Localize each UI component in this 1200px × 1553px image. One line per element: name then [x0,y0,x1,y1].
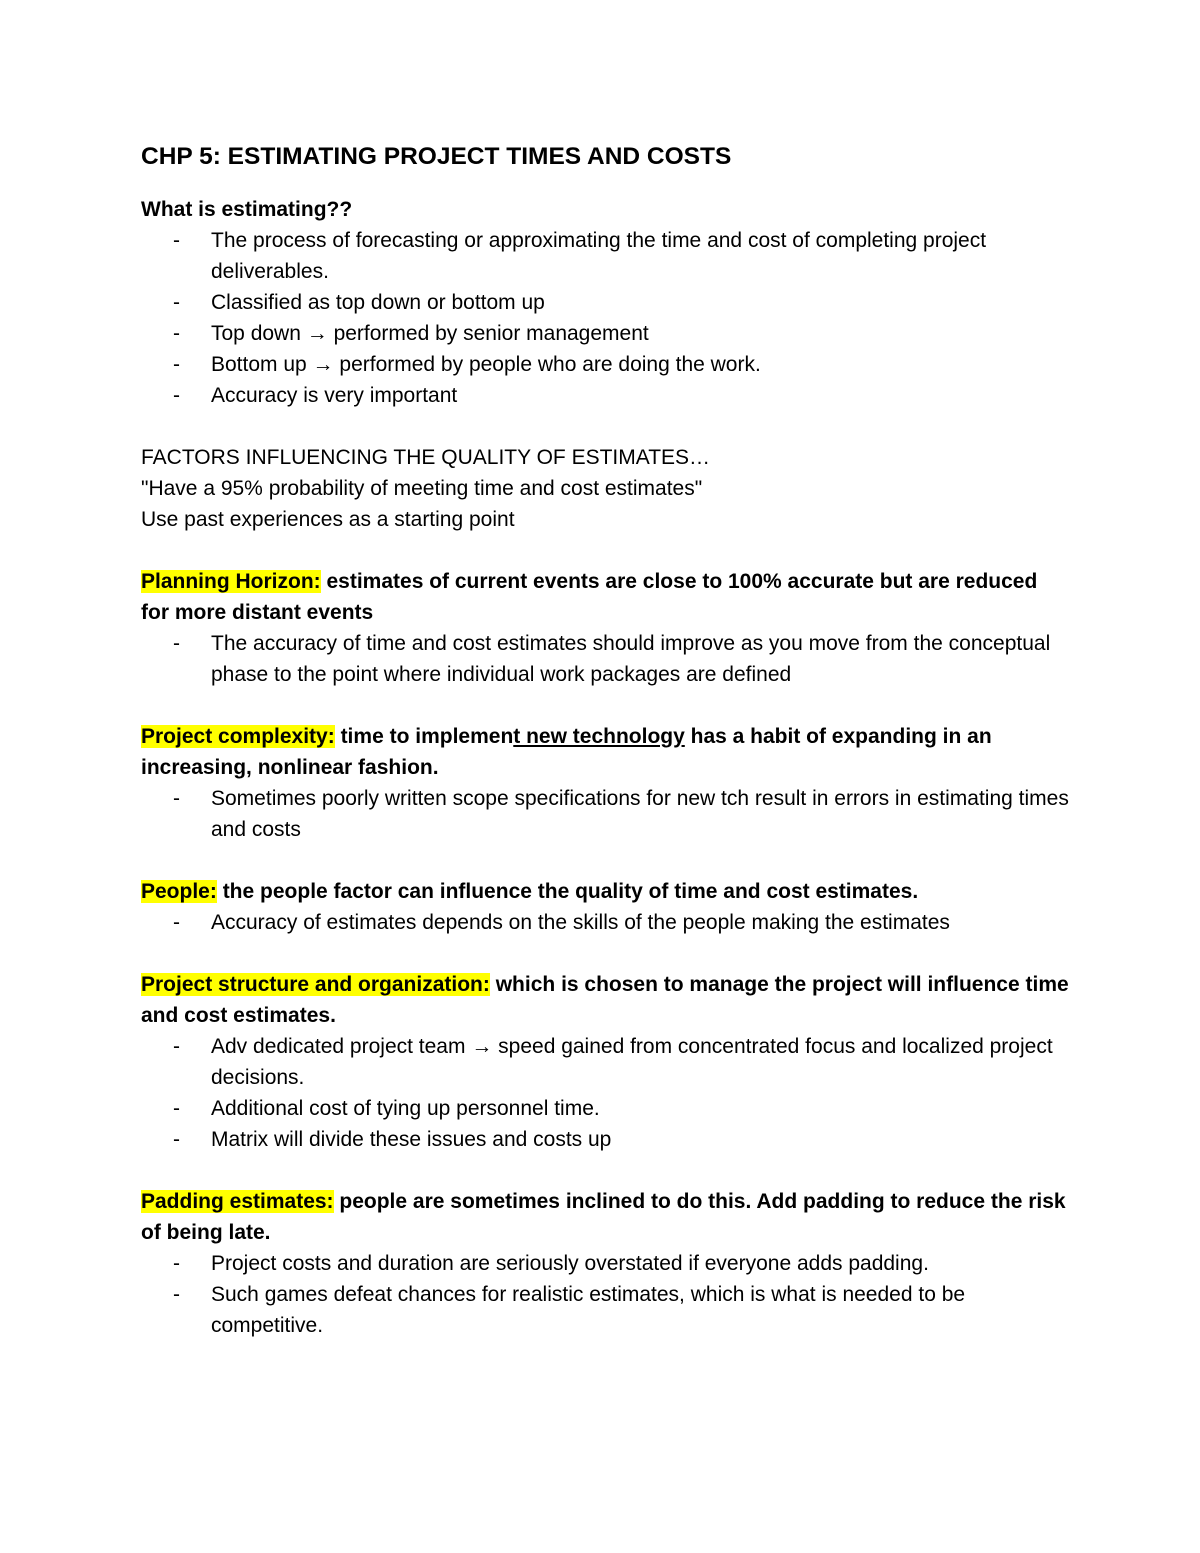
bullet-dash: - [173,911,180,934]
bullet-dash: - [173,353,180,376]
people-paragraph: People: the people factor can influence the quality of time and cost estimates. [141,880,919,903]
padding-estimates-label: Padding estimates: [141,1190,334,1213]
spacer [141,845,1071,876]
spacer [141,938,1071,969]
list-item: - Accuracy of estimates depends on the skills of the people making the estimates [141,907,1071,938]
project-complexity-label: Project complexity: [141,725,335,748]
bullet-dash: - [173,1283,180,1306]
planning-bullets [141,628,1071,690]
spacer [141,1155,1071,1186]
list-item: - The process of forecasting or approximating the time and cost of completing project deliverables. [141,225,1071,287]
bullet-dash: - [173,1252,180,1275]
bullet-dash: - [173,632,180,655]
list-item: - Sometimes poorly written scope specifications for new tch result in errors in estimating times and costs [141,783,1071,845]
list-item: - Such games defeat chances for realistic estimates, which is what is needed to be competitive. [141,1279,1071,1341]
list-item: - Adv dedicated project team → speed gained from concentrated focus and localized project decisions. [141,1031,1071,1093]
planning-horizon-label: Planning Horizon: [141,570,321,593]
people-bullets [141,907,1071,938]
padding-estimates-paragraph: Padding estimates: people are sometimes inclined to do this. Add padding to reduce the risk of being late. [141,1190,1066,1244]
bullet-dash: - [173,291,180,314]
spacer [141,535,1071,566]
list-item: - Additional cost of tying up personnel time. [141,1093,1071,1124]
complexity-bullets [141,783,1071,845]
bullet-dash: - [173,1035,180,1058]
project-complexity-paragraph: Project complexity: time to implement new technology has a habit of expanding in an increasing, nonlinear fashion. [141,725,992,779]
list-item: - Project costs and duration are seriously overstated if everyone adds padding. [141,1248,1071,1279]
spacer [141,690,1071,721]
spacer [141,411,1071,442]
padding-bullets [141,1248,1071,1341]
bullet-dash: - [173,384,180,407]
list-item: - Accuracy is very important [141,380,1071,411]
underlined-text: t new technology [513,725,685,748]
section-heading-estimating: What is estimating?? [141,198,353,221]
document-page [141,140,1071,1341]
factors-note: Use past experiences as a starting point [141,508,515,531]
structure-bullets [141,1031,1071,1155]
factors-heading: FACTORS INFLUENCING THE QUALITY OF ESTIMATES… [141,446,711,469]
list-item: - The accuracy of time and cost estimates should improve as you move from the conceptual phase to the point where individual work packages are defined [141,628,1071,690]
bullet-dash: - [173,322,180,345]
list-item: - Top down → performed by senior management [141,318,1071,349]
bullet-dash: - [173,787,180,810]
planning-horizon-paragraph: Planning Horizon: estimates of current events are close to 100% accurate but are reduced for more distant events [141,570,1038,624]
list-item: - Matrix will divide these issues and costs up [141,1124,1071,1155]
factors-quote: "Have a 95% probability of meeting time and cost estimates" [141,477,703,500]
document-title: CHP 5: ESTIMATING PROJECT TIMES AND COSTS [141,143,732,170]
project-structure-label: Project structure and organization: [141,973,490,996]
bullet-dash: - [173,1128,180,1151]
bullet-dash: - [173,1097,180,1120]
bullet-dash: - [173,229,180,252]
estimating-bullets [141,225,1071,411]
list-item: - Bottom up → performed by people who are doing the work. [141,349,1071,380]
people-label: People: [141,880,217,903]
list-item: - Classified as top down or bottom up [141,287,1071,318]
project-structure-paragraph: Project structure and organization: which is chosen to manage the project will influence time and cost estimates. [141,973,1069,1027]
